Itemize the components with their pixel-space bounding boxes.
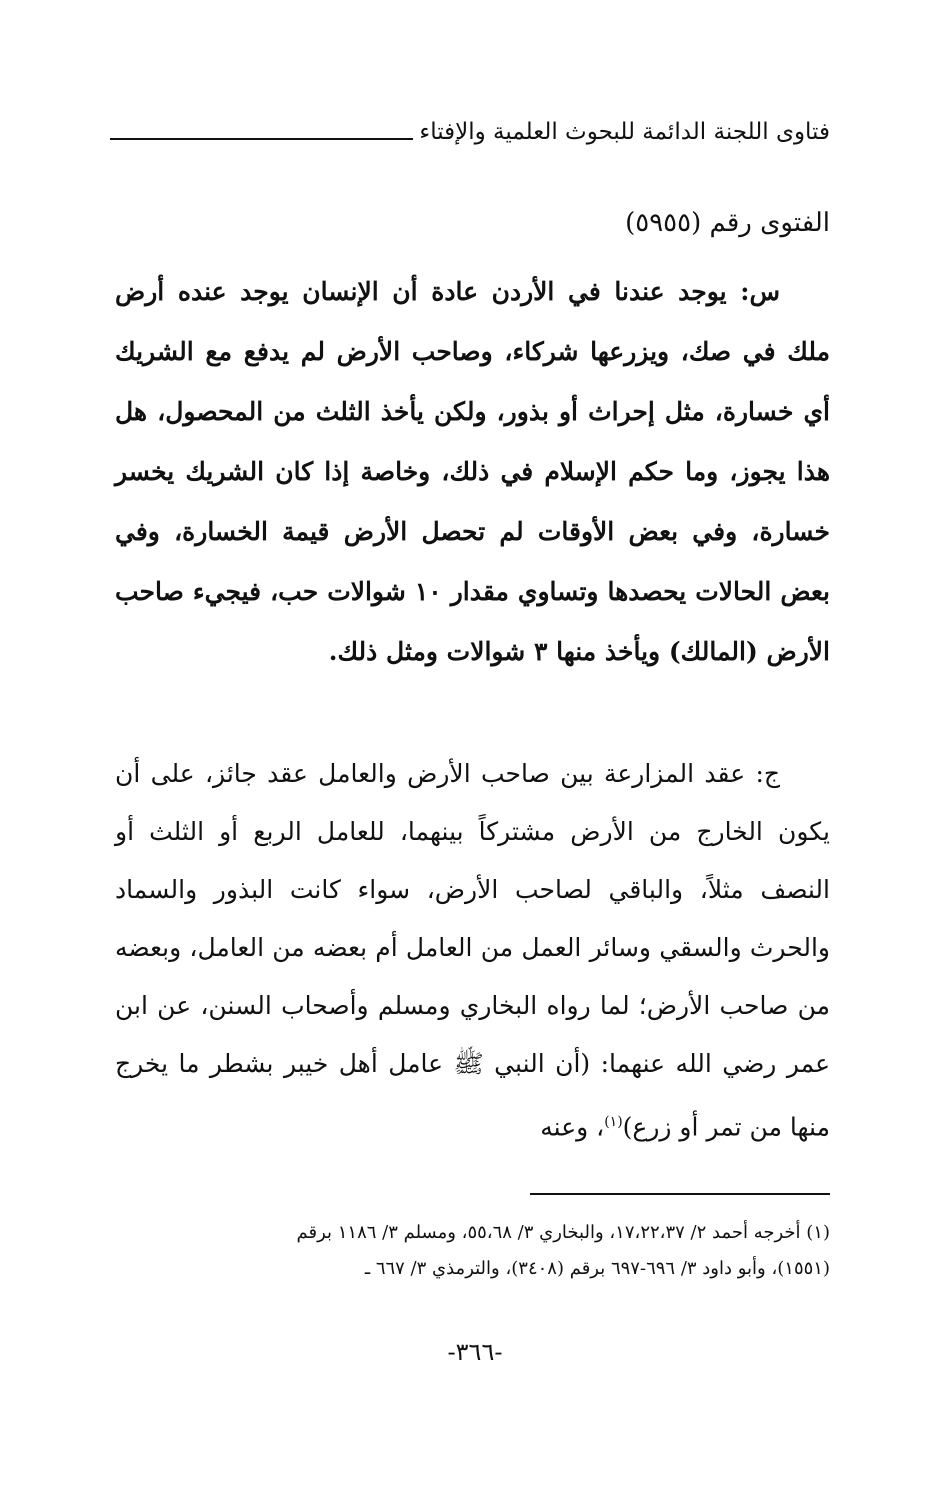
question-text: س: يوجد عندنا في الأردن عادة أن الإنسان يوجد عنده أرض ملك في صك، ويزرعها شركاء، وصاحب الأرض لم يدفع مع الشريك أي خسارة، مثل إحراث أو بذور، ولكن يأخذ الثلث من المحصول، هل هذا يجوز، وما حكم الإسلام في ذلك، وخاصة إذا كان الشريك يخسر خسارة، وفي بعض الأوقات لم تحصل الأرض قيمة الخسارة، وفي بعض الحالات يحصدها وتساوي مقدار ١٠ شوالات حب، فيجيء صاحب الأرض (المالك) ويأخذ منها ٣ شوالات ومثل ذلك. bbox=[115, 277, 831, 666]
footnotes bbox=[115, 1215, 830, 1287]
fatwa-number: الفتوى رقم (٥٩٥٥) bbox=[625, 208, 830, 238]
footnote-separator bbox=[530, 1193, 830, 1195]
answer-block bbox=[115, 745, 830, 1156]
answer-text: ج: عقد المزارعة بين صاحب الأرض والعامل عقد جائز، على أن يكون الخارج من الأرض مشتركاً بينهما، للعامل الربع أو الثلث أو النصف مثلاً، والباقي لصاحب الأرض، سواء كانت البذور والسماد والحرث والسقي وسائر العمل من العامل أم بعضه من العامل، وبعضه من صاحب الأرض؛ لما رواه البخاري ومسلم وأصحاب السنن، عن ابن عمر رضي الله عنهما: (أن النبي ﷺ عامل أهل خيبر بشطر ما يخرج منها من تمر أو زرع) bbox=[115, 759, 830, 1142]
footnote-line: (١) أخرجه أحمد ٢/ ١٧،٢٢،٣٧، والبخاري ٣/ ٥٥،٦٨، ومسلم ٣/ ١١٨٦ برقم bbox=[296, 1222, 830, 1243]
header-title: فتاوى اللجنة الدائمة للبحوث العلمية والإفتاء bbox=[419, 119, 830, 145]
header-rule bbox=[110, 138, 413, 140]
running-header bbox=[110, 112, 830, 152]
answer-tail: ، وعنه bbox=[540, 1112, 605, 1142]
page-number: -٣٦٦- bbox=[447, 1338, 503, 1366]
footnote-reference[interactable]: (١) bbox=[604, 1114, 623, 1130]
question-block bbox=[115, 262, 830, 682]
footnote-line: (١٥٥١)، وأبو داود ٣/ ٦٩٦-٦٩٧ برقم (٣٤٠٨)، والترمذي ٣/ ٦٦٧ ـ bbox=[364, 1258, 830, 1279]
